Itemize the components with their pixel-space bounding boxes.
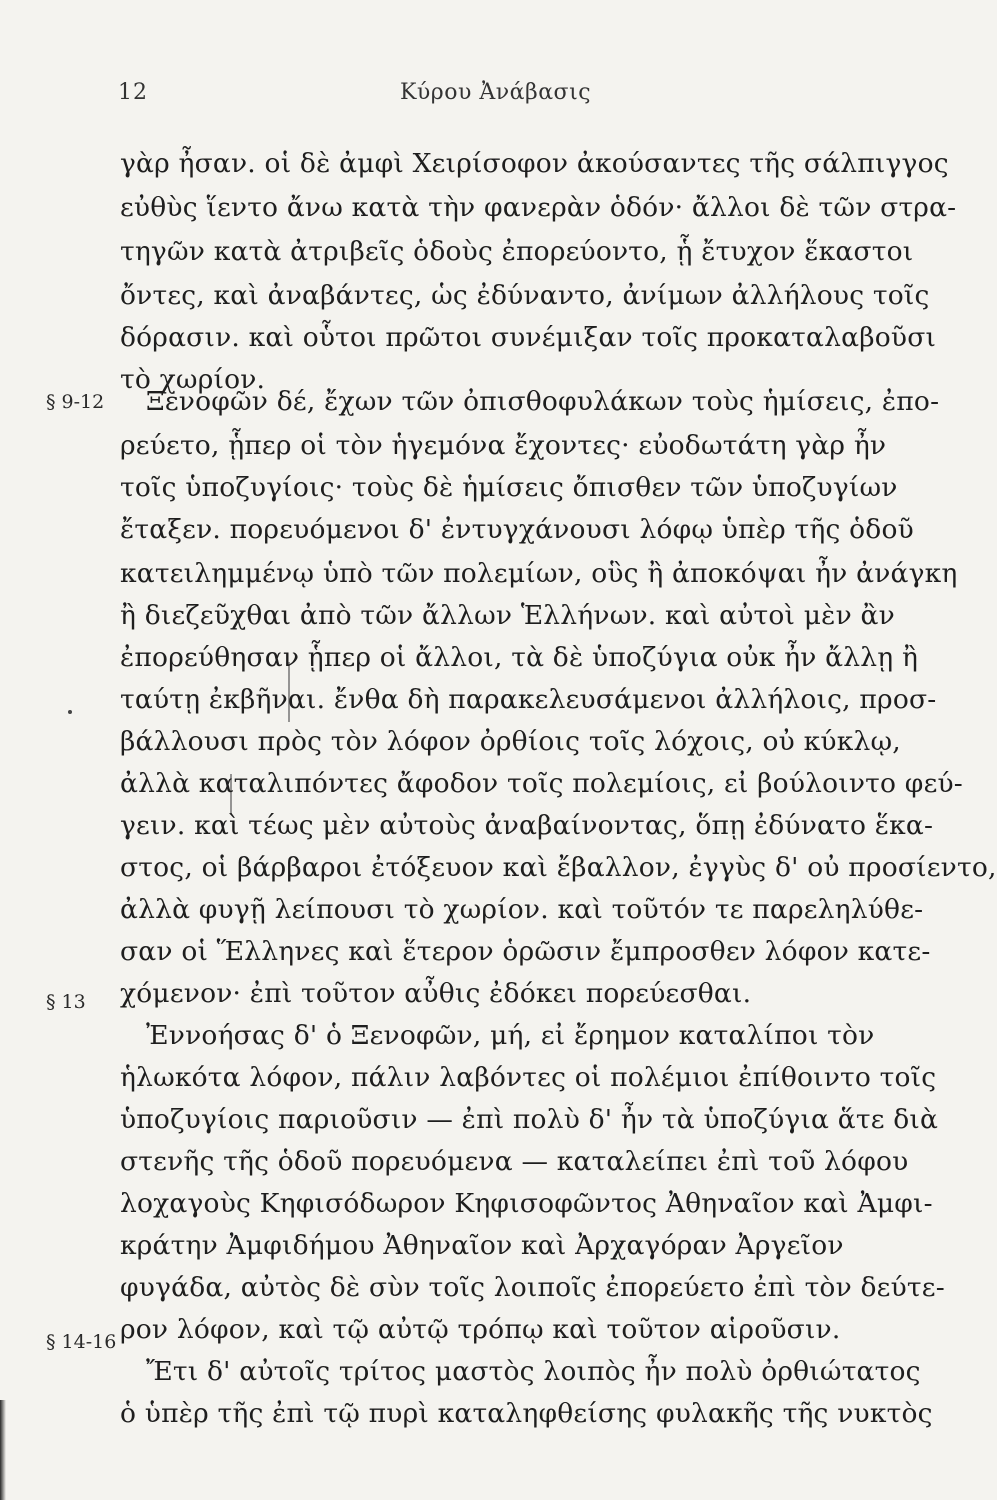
text-line: βάλλουσι πρὸς τὸν λόφον ὀρθίοις τοῖς λόχοις, οὐ κύκλῳ, — [120, 726, 901, 757]
text-line: κατειλημμένῳ ὑπὸ τῶν πολεμίων, οὓς ἢ ἀποκόψαι ἦν ἀνάγκη — [120, 558, 958, 589]
text-line: στος, οἱ βάρβαροι ἐτόξευον καὶ ἔβαλλον, ἐγγὺς δ' οὐ προσίεντο, — [120, 852, 997, 883]
text-line: λοχαγοὺς Κηφισόδωρον Κηφισοφῶντος Ἀθηναῖον καὶ Ἀμφι- — [120, 1188, 933, 1219]
text-line: ἢ διεζεῦχθαι ἀπὸ τῶν ἄλλων Ἑλλήνων. καὶ αὐτοὶ μὲν ἂν — [120, 600, 895, 631]
text-line: ταύτῃ ἐκβῆναι. ἔνθα δὴ παρακελευσάμενοι ἀλλήλοις, προσ- — [120, 684, 937, 715]
text-line: σαν οἱ Ἕλληνες καὶ ἕτερον ὁρῶσιν ἔμπροσθεν λόφον κατε- — [120, 936, 931, 967]
text-line: γειν. καὶ τέως μὲν αὐτοὺς ἀναβαίνοντας, ὅπῃ ἐδύνατο ἕκα- — [120, 810, 934, 841]
text-line: ἔταξεν. πορευόμενοι δ' ἐντυγχάνουσι λόφῳ ὑπὲρ τῆς ὁδοῦ — [120, 514, 914, 545]
text-line: τὸ χωρίον. — [120, 364, 266, 395]
page-header — [0, 80, 935, 114]
text-line: ἀλλὰ φυγῇ λείπουσι τὸ χωρίον. καὶ τοῦτόν τε παρεληλύθε- — [120, 894, 924, 925]
page-number: 12 — [118, 80, 148, 105]
text-line: χόμενον· ἐπὶ τοῦτον αὖθις ἐδόκει πορεύεσθαι. — [120, 978, 752, 1009]
text-line: Ἐννοήσας δ' ὁ Ξενοφῶν, μή, εἰ ἔρημον καταλίποι τὸν — [146, 1020, 875, 1051]
text-line: Ἔτι δ' αὐτοῖς τρίτος μαστὸς λοιπὸς ἦν πολὺ ὀρθιώτατος — [146, 1356, 921, 1387]
text-line: ἀλλὰ καταλιπόντες ἄφοδον τοῖς πολεμίοις, εἰ βούλοιντο φεύ- — [120, 768, 963, 799]
text-line: φυγάδα, αὐτὸς δὲ σὺν τοῖς λοιποῖς ἐπορεύετο ἐπὶ τὸν δεύτε- — [120, 1272, 945, 1303]
text-line: ὑποζυγίοις παριοῦσιν — ἐπὶ πολὺ δ' ἦν τὰ ὑποζύγια ἅτε διὰ — [120, 1104, 939, 1135]
text-line: ρον λόφον, καὶ τῷ αὐτῷ τρόπῳ καὶ τοῦτον αἱροῦσιν. — [120, 1314, 841, 1345]
text-line: στενῆς τῆς ὁδοῦ πορευόμενα — καταλείπει ἐπὶ τοῦ λόφου — [120, 1146, 909, 1177]
running-title: Κύρου Ἀνάβασις — [400, 80, 592, 105]
text-line: ἡλωκότα λόφον, πάλιν λαβόντες οἱ πολέμιοι ἐπίθοιντο τοῖς — [120, 1062, 937, 1093]
text-line: δόρασιν. καὶ οὗτοι πρῶτοι συνέμιξαν τοῖς προκαταλαβοῦσι — [120, 322, 937, 353]
text-line: κράτην Ἀμφιδήμου Ἀθηναῖον καὶ Ἀρχαγόραν Ἀργεῖον — [120, 1230, 844, 1261]
text-line: ὁ ὑπὲρ τῆς ἐπὶ τῷ πυρὶ καταληφθείσης φυλακῆς τῆς νυκτὸς — [120, 1398, 933, 1429]
text-line: εὐθὺς ἵεντο ἄνω κατὰ τὴν φανερὰν ὁδόν· ἄλλοι δὲ τῶν στρα- — [120, 192, 957, 223]
page-edge-shadow — [0, 1400, 6, 1500]
text-line: ἐπορεύθησαν ᾗπερ οἱ ἄλλοι, τὰ δὲ ὑποζύγια οὐκ ἦν ἄλλῃ ἢ — [120, 642, 919, 673]
section-marker-13: § 13 — [46, 991, 86, 1013]
text-line: τηγῶν κατὰ ἀτριβεῖς ὁδοὺς ἐπορεύοντο, ᾗ ἔτυχον ἕκαστοι — [120, 236, 914, 267]
section-marker-14-16: § 14-16 — [46, 1331, 117, 1353]
text-line: τοῖς ὑποζυγίοις· τοὺς δὲ ἡμίσεις ὄπισθεν τῶν ὑποζυγίων — [120, 472, 898, 503]
text-line: ρεύετο, ᾗπερ οἱ τὸν ἡγεμόνα ἔχοντες· εὐοδωτάτη γὰρ ἦν — [120, 430, 887, 461]
section-marker-9-12: § 9-12 — [46, 391, 105, 413]
text-line: ὄντες, καὶ ἀναβάντες, ὡς ἐδύναντο, ἀνίμων ἀλλήλους τοῖς — [120, 280, 930, 311]
text-line: Ξενοφῶν δέ, ἔχων τῶν ὀπισθοφυλάκων τοὺς ἡμίσεις, ἐπο- — [146, 386, 940, 417]
margin-dot — [68, 710, 72, 714]
text-line: γὰρ ἦσαν. οἱ δὲ ἀμφὶ Χειρίσοφον ἀκούσαντες τῆς σάλπιγγος — [120, 148, 949, 179]
